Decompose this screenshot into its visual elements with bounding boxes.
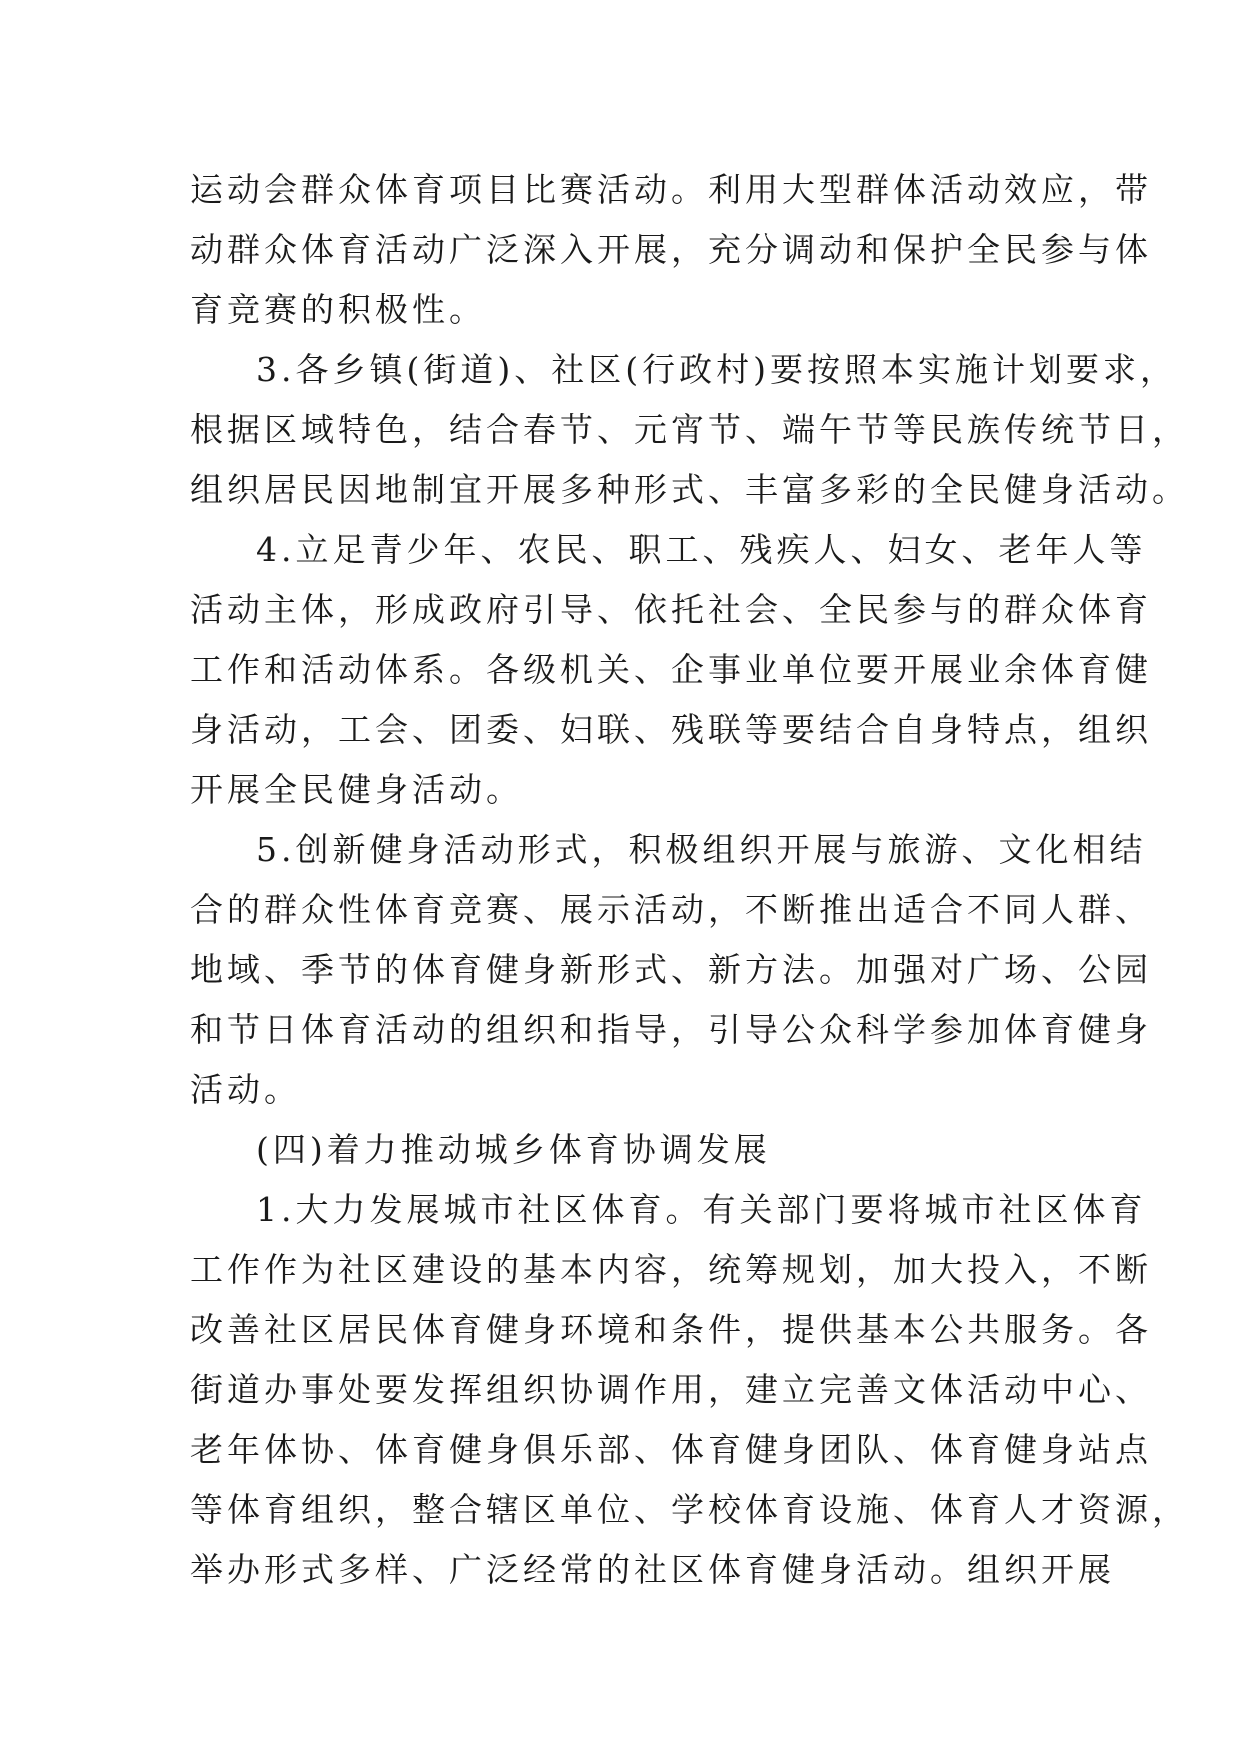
text-line: 动群众体育活动广泛深入开展，充分调动和保护全民参与体	[190, 230, 1152, 269]
text-line: 等体育组织，整合辖区单位、学校体育设施、体育人才资源，	[190, 1490, 1189, 1529]
document-body	[190, 160, 1189, 1600]
text-line: 街道办事处要发挥组织协调作用，建立完善文体活动中心、	[190, 1370, 1152, 1409]
paragraph-start-line: 5.创新健身活动形式，积极组织开展与旅游、文化相结	[256, 830, 1147, 869]
text-line: 改善社区居民体育健身环境和条件，提供基本公共服务。各	[190, 1310, 1152, 1349]
paragraph-start-line: 1.大力发展城市社区体育。有关部门要将城市社区体育	[256, 1190, 1147, 1229]
text-line: 合的群众性体育竞赛、展示活动，不断推出适合不同人群、	[190, 890, 1152, 929]
text-line: 身活动，工会、团委、妇联、残联等要结合自身特点，组织	[190, 710, 1152, 749]
text-line: 根据区域特色，结合春节、元宵节、端午节等民族传统节日，	[190, 410, 1189, 449]
text-line: 活动主体，形成政府引导、依托社会、全民参与的群众体育	[190, 590, 1152, 629]
section-heading: (四)着力推动城乡体育协调发展	[256, 1130, 771, 1169]
text-line: 老年体协、体育健身俱乐部、体育健身团队、体育健身站点	[190, 1430, 1152, 1469]
text-line: 组织居民因地制宜开展多种形式、丰富多彩的全民健身活动。	[190, 470, 1189, 509]
text-line: 育竞赛的积极性。	[190, 290, 486, 329]
text-line: 工作作为社区建设的基本内容，统筹规划，加大投入，不断	[190, 1250, 1152, 1289]
paragraph-start-line: 3.各乡镇(街道)、社区(行政村)要按照本实施计划要求，	[256, 350, 1177, 389]
text-line: 开展全民健身活动。	[190, 770, 523, 809]
text-line: 运动会群众体育项目比赛活动。利用大型群体活动效应，带	[190, 170, 1152, 209]
text-line: 和节日体育活动的组织和指导，引导公众科学参加体育健身	[190, 1010, 1152, 1049]
text-line: 地域、季节的体育健身新形式、新方法。加强对广场、公园	[190, 950, 1152, 989]
text-line: 工作和活动体系。各级机关、企事业单位要开展业余体育健	[190, 650, 1152, 689]
paragraph-start-line: 4.立足青少年、农民、职工、残疾人、妇女、老年人等	[256, 530, 1147, 569]
text-line: 举办形式多样、广泛经常的社区体育健身活动。组织开展	[190, 1550, 1115, 1589]
text-line: 活动。	[190, 1070, 301, 1109]
